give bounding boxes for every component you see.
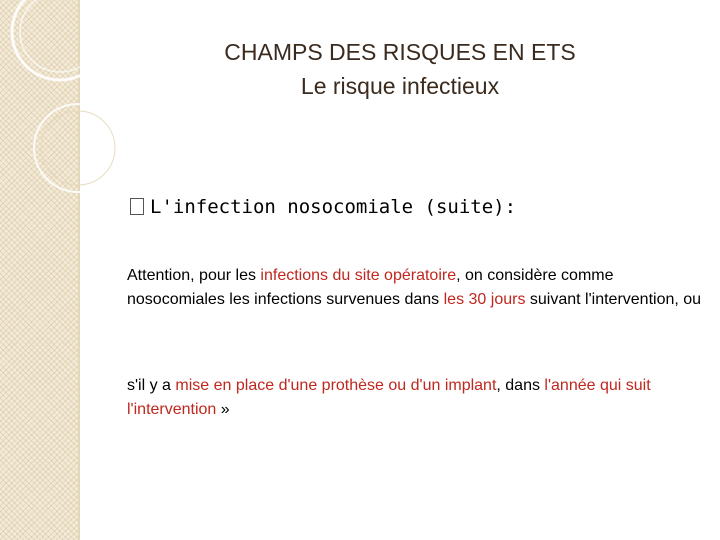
highlighted-text: l'année qui suit l'intervention [127, 377, 651, 418]
paragraph-text: , on considère comme nosocomiales les infections survenues dans [127, 267, 614, 308]
highlighted-text: mise en place d'une prothèse ou d'un implant [175, 377, 497, 394]
highlighted-text: les 30 jours [443, 291, 526, 308]
paragraph-implant [127, 374, 707, 422]
highlighted-text: infections du site opératoire [260, 267, 457, 284]
paragraph-text: suivant l'intervention, ou [525, 291, 702, 308]
slide-subtitle: Le risque infectieux [300, 73, 500, 99]
paragraph-text: » [216, 401, 230, 418]
bullet-heading [130, 196, 516, 218]
decorative-circles-graphic [0, 0, 160, 220]
paragraph-surgical-site [127, 264, 707, 312]
paragraph-text: Attention, pour les [127, 267, 261, 284]
bullet-heading-text: L'infection nosocomiale (suite): [150, 196, 517, 218]
slide-title: CHAMPS DES RISQUES EN ETS [224, 39, 576, 65]
checkbox-bullet-icon [130, 198, 144, 215]
paragraph-text: , dans [496, 377, 545, 394]
paragraph-text: s'il y a [127, 377, 176, 394]
